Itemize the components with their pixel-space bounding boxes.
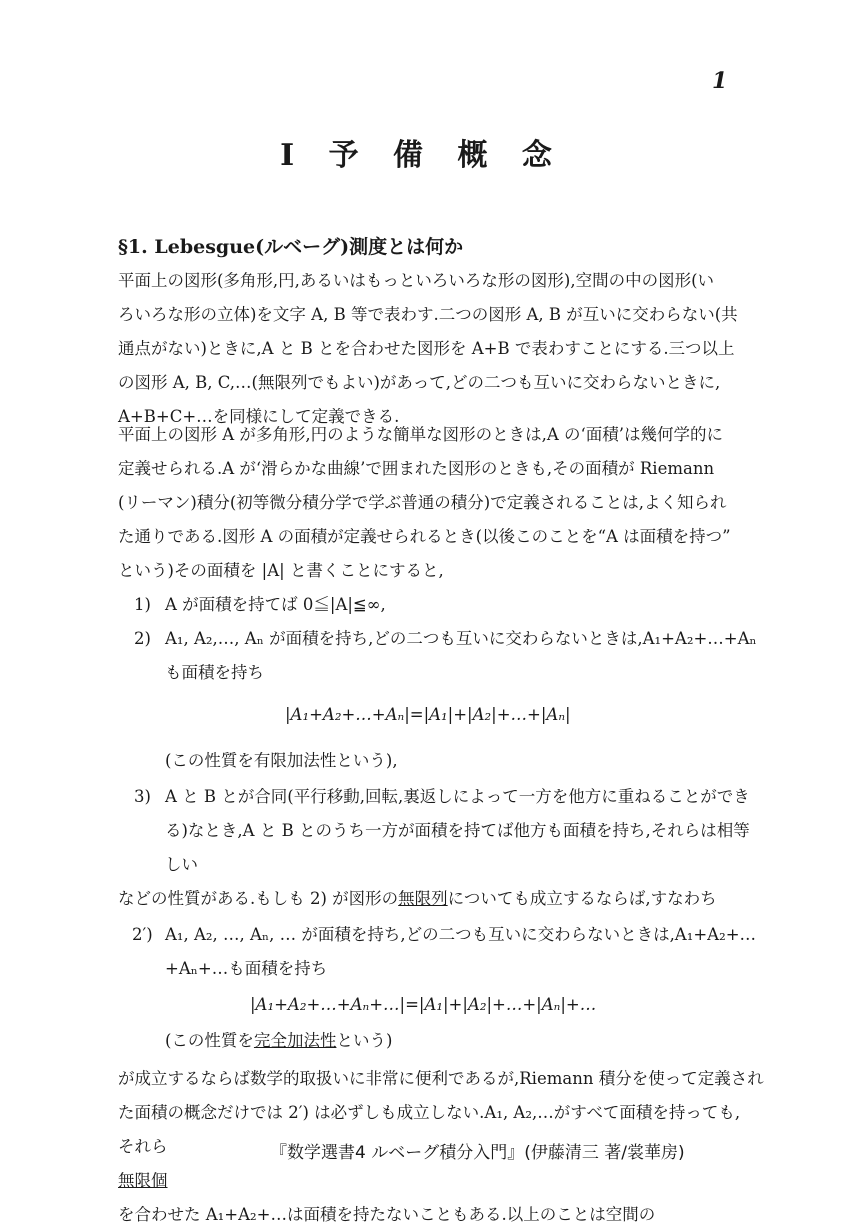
paragraph-line: た通りである.図形 A の面積が定義せられるとき(以後このことを“A は面積を持つ” [118, 527, 731, 546]
paragraph-line: ろいろな形の立体)を文字 A, B 等で表わす.二つの図形 A, B が互いに交わらない(共 [118, 305, 738, 324]
text-segment: についても成立するならば,すなわち [447, 889, 717, 908]
text-segment: (この性質を [165, 1031, 254, 1050]
item-2prime-number: 2′) [132, 925, 153, 944]
section-title: §1. Lebesgue(ルベーグ)測度とは何か [118, 236, 464, 258]
text-segment: を合わせた A₁+A₂+…は面積を持たないこともある.以上のことは空間の [118, 1205, 656, 1224]
paragraph-line: た面積の概念だけでは 2′) は必ずしも成立しない.A₁, A₂,…がすべて面積を持っても, [118, 1103, 741, 1122]
item-number: 1) [134, 595, 151, 614]
chapter-title: I 予 備 概 念 [280, 138, 564, 173]
text-segment: それら [118, 1137, 168, 1156]
page-number: 1 [712, 68, 728, 94]
middle-sentence [118, 882, 717, 916]
item-2prime-line: A₁, A₂, …, Aₙ, … が面積を持ち,どの二つも互いに交わらないときは,A₁+A₂+… [165, 925, 757, 944]
paragraph-line: 平面上の図形 A が多角形,円のような簡単な図形のときは,A の‘面積’は幾何学的に [118, 425, 724, 444]
item-2prime-line: +Aₙ+…も面積を持ち [165, 959, 328, 978]
text-segment: という) [336, 1031, 393, 1050]
text-segment: などの性質がある.もしも 2) が図形の [118, 889, 399, 908]
note-complete-additivity [165, 1024, 392, 1058]
item-3-line: しい [165, 855, 198, 874]
footer-citation: 『数学選書4 ルベーグ積分入門』(伊藤清三 著/裳華房) [270, 1143, 685, 1163]
formula-finite-additivity: |A₁+A₂+…+Aₙ|=|A₁|+|A₂|+…+|Aₙ| [285, 705, 571, 724]
item-2-line: A₁, A₂,…, Aₙ が面積を持ち,どの二つも互いに交わらないときは,A₁+A₂+…+Aₙ [165, 629, 757, 648]
paragraph-line: の図形 A, B, C,…(無限列でもよい)があって,どの二つも互いに交わらないときに, [118, 373, 721, 392]
underlined-term: 無限列 [398, 889, 448, 908]
item-3-number: 3) [134, 787, 151, 806]
paragraph-1 [118, 264, 738, 434]
paragraph-line: 平面上の図形(多角形,円,あるいはもっといろいろな形の図形),空間の中の図形(い [118, 271, 715, 290]
item-3-line: る)なとき,A と B とのうち一方が面積を持てば他方も面積を持ち,それらは相等 [165, 821, 750, 840]
item-1-text: A が面積を持てば 0≦|A|≦∞, [165, 595, 386, 614]
formula-complete-additivity: |A₁+A₂+…+Aₙ+…|=|A₁|+|A₂|+…+|Aₙ|+… [250, 995, 597, 1014]
paragraph-line: 定義せられる.A が‘滑らかな曲線’で囲まれた図形のときも,その面積が Riemann [118, 459, 715, 478]
note-finite-additivity: (この性質を有限加法性という), [165, 751, 398, 770]
item-3-line: A と B とが合同(平行移動,回転,裏返しによって一方を他方に重ねることができ [165, 787, 750, 806]
paragraph-line: 通点がない)ときに,A と B とを合わせた図形を A+B で表わすことにする.三つ以上 [118, 339, 735, 358]
item-2-number: 2) [134, 629, 151, 648]
item-2-line: も面積を持ち [165, 663, 264, 682]
underlined-term: 無限個 [118, 1171, 168, 1190]
underlined-term: 完全加法性 [253, 1031, 337, 1050]
paragraph-line: という)その面積を |A| と書くことにすると, [118, 561, 444, 580]
paragraph-2 [118, 418, 731, 588]
paragraph-line: A+B+C+…を同様にして定義できる. [118, 407, 400, 426]
paragraph-line: が成立するならば数学的取扱いに非常に便利であるが,Riemann 積分を使って定義され [118, 1069, 764, 1088]
paragraph-line: (リーマン)積分(初等微分積分学で学ぶ普通の積分)で定義されることは,よく知られ [118, 493, 727, 512]
